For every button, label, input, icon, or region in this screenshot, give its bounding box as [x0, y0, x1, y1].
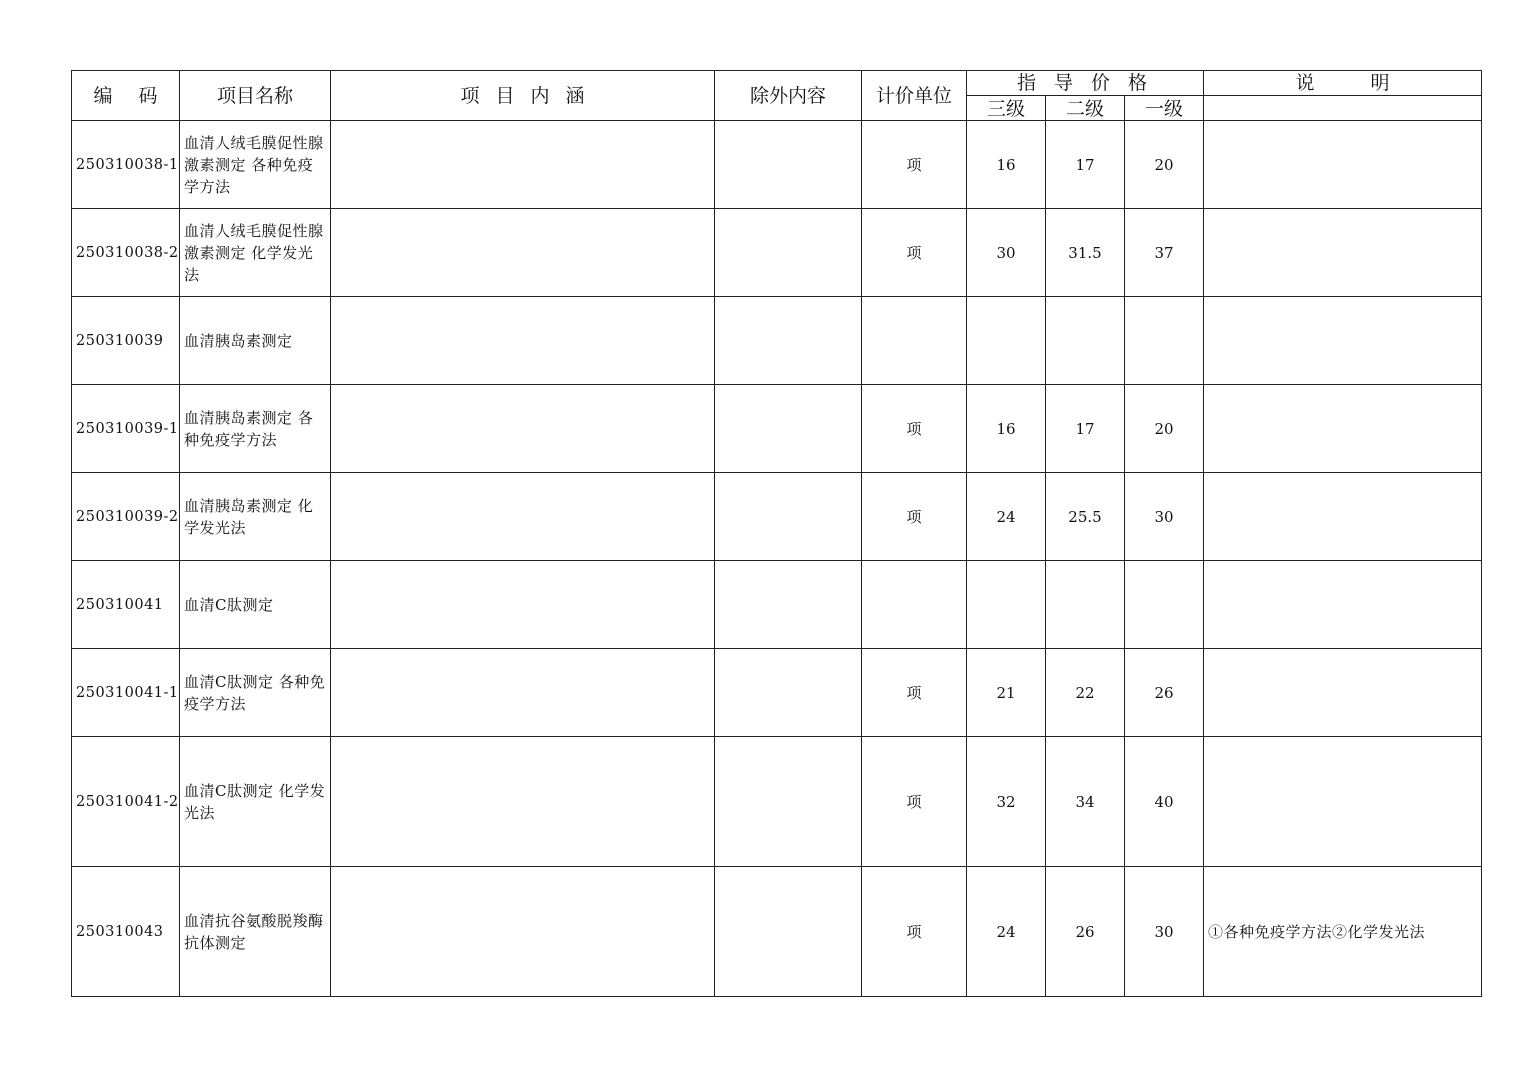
cell-excluded: [715, 867, 862, 997]
cell-content: [331, 297, 715, 385]
header-excluded: 除外内容: [715, 71, 862, 121]
cell-price-level2: 25.5: [1046, 473, 1125, 561]
cell-note: [1204, 121, 1482, 209]
cell-content: [331, 867, 715, 997]
cell-price-level3: 21: [967, 649, 1046, 737]
header-row-top: [72, 71, 1482, 96]
cell-excluded: [715, 649, 862, 737]
cell-unit: 项: [862, 867, 967, 997]
cell-note: [1204, 209, 1482, 297]
cell-name: 血清C肽测定: [180, 561, 331, 649]
cell-price-level2: 31.5: [1046, 209, 1125, 297]
cell-excluded: [715, 385, 862, 473]
cell-price-level2: 34: [1046, 737, 1125, 867]
cell-code: 250310039-2: [72, 473, 180, 561]
cell-note: [1204, 385, 1482, 473]
cell-note: [1204, 297, 1482, 385]
table-row: [72, 385, 1482, 473]
cell-price-level2: [1046, 561, 1125, 649]
cell-price-level3: 32: [967, 737, 1046, 867]
cell-unit: 项: [862, 209, 967, 297]
cell-unit: 项: [862, 737, 967, 867]
cell-price-level1: 30: [1125, 473, 1204, 561]
cell-price-level1: 30: [1125, 867, 1204, 997]
cell-excluded: [715, 473, 862, 561]
header-code: 编 码: [72, 71, 180, 121]
cell-name: 血清胰岛素测定 各种免疫学方法: [180, 385, 331, 473]
cell-price-level2: 22: [1046, 649, 1125, 737]
table-row: [72, 209, 1482, 297]
cell-code: 250310039: [72, 297, 180, 385]
cell-code: 250310038-1: [72, 121, 180, 209]
table-body: [72, 121, 1482, 997]
cell-price-level1: [1125, 297, 1204, 385]
header-name: 项目名称: [180, 71, 331, 121]
cell-excluded: [715, 209, 862, 297]
cell-note: [1204, 737, 1482, 867]
cell-name: 血清C肽测定 各种免疫学方法: [180, 649, 331, 737]
header-level2: 二级: [1046, 96, 1125, 121]
cell-unit: 项: [862, 121, 967, 209]
cell-excluded: [715, 297, 862, 385]
cell-price-level3: 24: [967, 867, 1046, 997]
table-row: [72, 649, 1482, 737]
cell-code: 250310038-2: [72, 209, 180, 297]
cell-price-level1: 20: [1125, 121, 1204, 209]
cell-content: [331, 121, 715, 209]
header-note-blank: [1204, 96, 1482, 121]
table-row: [72, 297, 1482, 385]
header-level3: 三级: [967, 96, 1046, 121]
table-row: [72, 867, 1482, 997]
cell-note: [1204, 473, 1482, 561]
cell-code: 250310039-1: [72, 385, 180, 473]
price-table: [71, 70, 1482, 997]
cell-excluded: [715, 121, 862, 209]
cell-price-level3: [967, 561, 1046, 649]
cell-name: 血清胰岛素测定: [180, 297, 331, 385]
cell-content: [331, 473, 715, 561]
cell-price-level1: 37: [1125, 209, 1204, 297]
cell-content: [331, 385, 715, 473]
cell-content: [331, 649, 715, 737]
cell-name: 血清胰岛素测定 化学发光法: [180, 473, 331, 561]
cell-code: 250310041: [72, 561, 180, 649]
cell-price-level3: 24: [967, 473, 1046, 561]
cell-price-level2: 26: [1046, 867, 1125, 997]
cell-excluded: [715, 561, 862, 649]
cell-code: 250310043: [72, 867, 180, 997]
cell-name: 血清人绒毛膜促性腺激素测定 各种免疫学方法: [180, 121, 331, 209]
cell-unit: [862, 561, 967, 649]
cell-price-level3: 30: [967, 209, 1046, 297]
table-row: [72, 121, 1482, 209]
cell-content: [331, 737, 715, 867]
cell-price-level1: 40: [1125, 737, 1204, 867]
cell-excluded: [715, 737, 862, 867]
cell-price-level2: 17: [1046, 385, 1125, 473]
cell-price-level1: [1125, 561, 1204, 649]
cell-code: 250310041-2: [72, 737, 180, 867]
cell-unit: 项: [862, 649, 967, 737]
cell-price-level3: 16: [967, 121, 1046, 209]
cell-price-level1: 20: [1125, 385, 1204, 473]
cell-price-level3: 16: [967, 385, 1046, 473]
table-row: [72, 737, 1482, 867]
cell-name: 血清C肽测定 化学发光法: [180, 737, 331, 867]
cell-price-level2: 17: [1046, 121, 1125, 209]
header-note: 说 明: [1204, 71, 1482, 96]
cell-content: [331, 209, 715, 297]
cell-unit: [862, 297, 967, 385]
header-guide-price: 指 导 价 格: [967, 71, 1204, 96]
cell-note: ①各种免疫学方法②化学发光法: [1204, 867, 1482, 997]
table-row: [72, 561, 1482, 649]
cell-note: [1204, 561, 1482, 649]
header-level1: 一级: [1125, 96, 1204, 121]
cell-note: [1204, 649, 1482, 737]
cell-name: 血清人绒毛膜促性腺激素测定 化学发光法: [180, 209, 331, 297]
cell-price-level2: [1046, 297, 1125, 385]
table-row: [72, 473, 1482, 561]
cell-unit: 项: [862, 385, 967, 473]
cell-price-level1: 26: [1125, 649, 1204, 737]
header-unit: 计价单位: [862, 71, 967, 121]
cell-content: [331, 561, 715, 649]
cell-name: 血清抗谷氨酸脱羧酶抗体测定: [180, 867, 331, 997]
cell-unit: 项: [862, 473, 967, 561]
cell-price-level3: [967, 297, 1046, 385]
cell-code: 250310041-1: [72, 649, 180, 737]
header-content: 项 目 内 涵: [331, 71, 715, 121]
